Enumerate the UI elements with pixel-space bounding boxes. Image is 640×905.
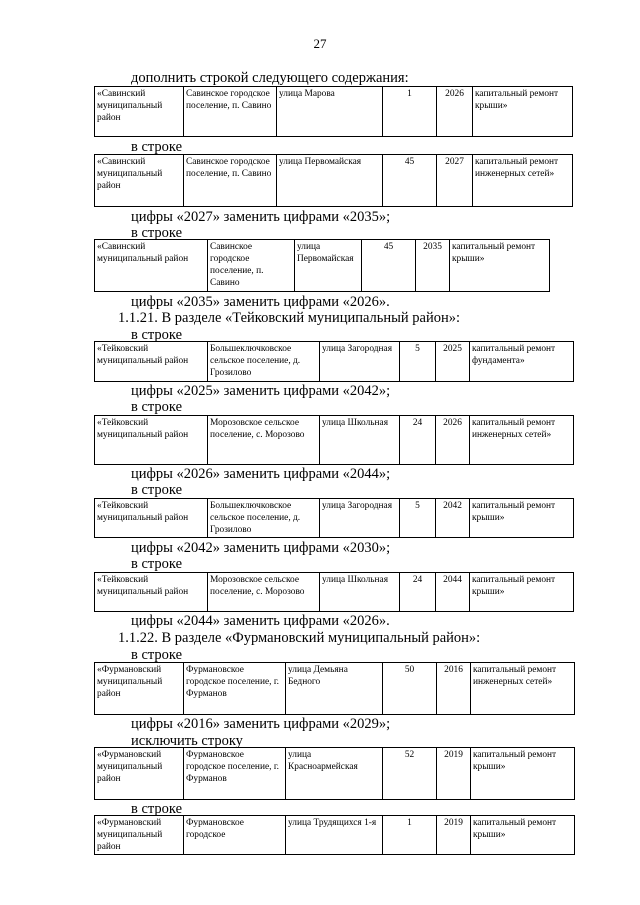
settlement-cell: Савинское городское поселение, п. Савино — [184, 87, 277, 137]
settlement-cell: Большеключковское сельское поселение, д. Грозилово — [208, 499, 320, 538]
register-row-table — [94, 662, 575, 715]
district-cell: «Тейковский муниципальный район — [95, 342, 208, 382]
table-row — [95, 663, 575, 715]
page-number: 27 — [313, 36, 327, 51]
register-row-table — [94, 572, 574, 612]
work-type-cell: капитальный ремонт крыши» — [470, 499, 574, 538]
instruction-line: цифры «2026» заменить цифрами «2044»; — [131, 466, 391, 482]
house-number-cell: 45 — [383, 155, 437, 207]
instruction-line: цифры «2042» заменить цифрами «2030»; — [131, 540, 391, 556]
register-row-table — [94, 239, 550, 292]
district-cell: «Фурмановский муниципальный район — [95, 816, 184, 855]
work-type-cell: капитальный ремонт крыши» — [471, 748, 575, 800]
street-cell: улица Первомайская — [295, 240, 362, 292]
register-row-table — [94, 86, 573, 137]
work-type-cell: капитальный ремонт инженерных сетей» — [470, 416, 574, 465]
instruction-line: цифры «2027» заменить цифрами «2035»; — [131, 209, 391, 225]
street-cell: улица Трудящихся 1-я — [286, 816, 383, 855]
house-number-cell: 1 — [383, 87, 437, 137]
instruction-line: дополнить строкой следующего содержания: — [131, 70, 409, 86]
year-cell: 2026 — [437, 87, 473, 137]
street-cell: улица Красноармейская — [286, 748, 383, 800]
street-cell: улица Школьная — [320, 573, 400, 612]
table-row — [95, 87, 573, 137]
settlement-cell: Фурмановское городское поселение, г. Фурманов — [184, 663, 286, 715]
house-number-cell: 52 — [383, 748, 437, 800]
table-row — [95, 499, 574, 538]
instruction-line: цифры «2025» заменить цифрами «2042»; — [131, 383, 391, 399]
district-cell: «Фурмановский муниципальный район — [95, 748, 184, 800]
street-cell: улица Марова — [277, 87, 383, 137]
district-cell: «Тейковский муниципальный район — [95, 416, 208, 465]
district-cell: «Савинский муниципальный район — [95, 87, 184, 137]
instruction-line: исключить строку — [131, 733, 243, 749]
work-type-cell: капитальный ремонт инженерных сетей» — [471, 663, 575, 715]
house-number-cell: 5 — [400, 342, 436, 382]
house-number-cell: 45 — [362, 240, 416, 292]
register-row-table — [94, 815, 575, 855]
register-row-table — [94, 415, 574, 465]
instruction-line: в строке — [131, 556, 183, 572]
table-row — [95, 748, 575, 800]
house-number-cell: 5 — [400, 499, 436, 538]
work-type-cell: капитальный ремонт крыши» — [473, 87, 573, 137]
instruction-line: в строке — [131, 225, 183, 241]
year-cell: 2016 — [437, 663, 471, 715]
year-cell: 2019 — [437, 748, 471, 800]
register-row-table — [94, 747, 575, 800]
instruction-line: в строке — [131, 801, 183, 817]
work-type-cell: капитальный ремонт крыши» — [450, 240, 550, 292]
work-type-cell: капитальный ремонт крыши» — [471, 816, 575, 855]
street-cell: улица Демьяна Бедного — [286, 663, 383, 715]
instruction-line: 1.1.22. В разделе «Фурмановский муниципальный район»: — [118, 630, 481, 646]
year-cell: 2044 — [436, 573, 470, 612]
instruction-line: в строке — [131, 139, 183, 155]
instruction-line: в строке — [131, 399, 183, 415]
district-cell: «Тейковский муниципальный район — [95, 499, 208, 538]
house-number-cell: 50 — [383, 663, 437, 715]
register-row-table — [94, 154, 573, 207]
year-cell: 2019 — [437, 816, 471, 855]
settlement-cell: Савинское городское поселение, п. Савино — [184, 155, 277, 207]
register-row-table — [94, 341, 574, 382]
district-cell: «Тейковский муниципальный район — [95, 573, 208, 612]
settlement-cell: Морозовское сельское поселение, с. Морозово — [208, 416, 320, 465]
table-row — [95, 416, 574, 465]
instruction-line: 1.1.21. В разделе «Тейковский муниципальный район»: — [118, 310, 461, 326]
table-row — [95, 816, 575, 855]
settlement-cell: Фурмановское городское — [184, 816, 286, 855]
year-cell: 2027 — [437, 155, 473, 207]
table-row — [95, 573, 574, 612]
house-number-cell: 24 — [400, 416, 436, 465]
work-type-cell: капитальный ремонт крыши» — [470, 573, 574, 612]
instruction-line: в строке — [131, 327, 183, 343]
settlement-cell: Савинское городское поселение, п. Савино — [208, 240, 295, 292]
table-row — [95, 155, 573, 207]
house-number-cell: 24 — [400, 573, 436, 612]
year-cell: 2026 — [436, 416, 470, 465]
district-cell: «Савинский муниципальный район — [95, 155, 184, 207]
district-cell: «Савинский муниципальный район — [95, 240, 208, 292]
instruction-line: в строке — [131, 647, 183, 663]
street-cell: улица Загородная — [320, 342, 400, 382]
settlement-cell: Морозовское сельское поселение, с. Морозово — [208, 573, 320, 612]
house-number-cell: 1 — [383, 816, 437, 855]
table-row — [95, 342, 574, 382]
instruction-line: в строке — [131, 482, 183, 498]
street-cell: улица Школьная — [320, 416, 400, 465]
year-cell: 2025 — [436, 342, 470, 382]
instruction-line: цифры «2035» заменить цифрами «2026». — [131, 294, 390, 310]
settlement-cell: Фурмановское городское поселение, г. Фурманов — [184, 748, 286, 800]
street-cell: улица Загородная — [320, 499, 400, 538]
year-cell: 2042 — [436, 499, 470, 538]
settlement-cell: Большеключковское сельское поселение, д. Грозилово — [208, 342, 320, 382]
table-row — [95, 240, 550, 292]
district-cell: «Фурмановский муниципальный район — [95, 663, 184, 715]
instruction-line: цифры «2044» заменить цифрами «2026». — [131, 613, 390, 629]
instruction-line: цифры «2016» заменить цифрами «2029»; — [131, 716, 391, 732]
year-cell: 2035 — [416, 240, 450, 292]
street-cell: улица Первомайская — [277, 155, 383, 207]
register-row-table — [94, 498, 574, 538]
work-type-cell: капитальный ремонт инженерных сетей» — [473, 155, 573, 207]
work-type-cell: капитальный ремонт фундамента» — [470, 342, 574, 382]
